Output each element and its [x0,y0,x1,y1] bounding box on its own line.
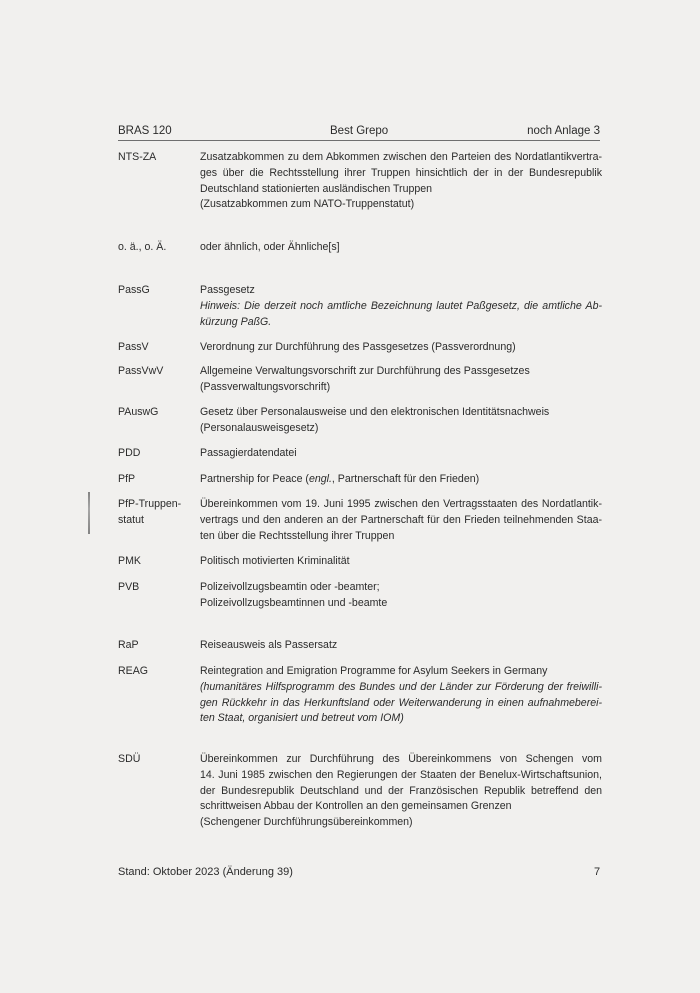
abbreviation: PfP [118,473,136,485]
definition-line: (Personalausweisgesetz) [200,421,319,434]
abbreviation [118,497,196,529]
hint-line: kürzung PaßG. [200,315,272,328]
definition-line: Passagierdatendatei [200,447,297,459]
abbreviation: PassVwV [118,365,164,377]
definition-line: 14. Juni 1985 zwischen den Regierungen der Staaten der Benelux-Wirtschaftsunion, [200,768,602,781]
glossary-entry-pfp [118,472,602,488]
definition [200,283,602,330]
definition-line: Polizeivollzugsbeamtin oder -beamter; [200,581,380,593]
glossary-entry-passvwv [118,364,602,396]
glossary-entry-pvb [118,580,602,612]
glossary-entry-reag [118,664,602,728]
definition [200,554,602,570]
definition-line: vertrags und den anderen an der Partnerschaft für den Frieden teilnehmenden Staa- [200,513,602,526]
definition-line: (Zusatzabkommen zum NATO-Truppenstatut) [200,198,415,211]
definition-line [200,472,602,488]
abbreviation: PVB [118,581,140,593]
abbreviation: PassG [118,284,150,296]
hint-line: (humanitäres Hilfsprogramm des Bundes und der Länder zur Förderung der freiwilli- [200,680,602,693]
page-header [118,124,600,141]
definition-line: (Schengener Durchführungsübereinkommen) [200,816,413,829]
definition-line: Passgesetz [200,284,255,296]
definition [200,638,602,654]
abbreviation-line: statut [118,513,144,526]
definition-line: Zusatzabkommen zu dem Abkommen zwischen den Parteien des Nordatlantikvertra- [200,151,602,163]
abbreviation: PMK [118,555,141,567]
glossary-entry-pauswg [118,405,602,437]
abbreviation: REAG [118,665,149,677]
glossary-entry-passg [118,283,602,331]
glossary-entry-sdue [118,752,602,832]
definition-line: Verordnung zur Durchführung des Passgesetzes (Passverordnung) [200,341,516,353]
abbreviation: RaP [118,639,139,651]
glossary-entry-pmk [118,554,602,570]
definition-text: , Partnerschaft für den Frieden) [331,473,480,485]
hint-line: ten Staat, organisiert und betreut vom IOM) [200,712,404,725]
glossary-entry-o-ae [118,240,602,256]
abbreviation: PassV [118,341,149,353]
definition-text: Partnership for Peace ( [200,473,309,485]
definition [200,446,602,462]
glossary-entry-pfp-truppenstatut [118,497,602,545]
header-annex: noch Anlage 3 [527,125,600,137]
header-title: Best Grepo [330,125,389,137]
definition-line: oder ähnlich, oder Ähnliche[s] [200,241,340,253]
hint-line: Hinweis: Die derzeit noch amtliche Bezeichnung lautet Paßgesetz, die amtliche Ab- [200,299,602,312]
glossary-entry-rap [118,638,602,654]
definition-line: schrittweisen Abbau der Kontrollen an den gemeinsamen Grenzen [200,800,512,813]
definition-line: Polizeivollzugsbeamtinnen und -beamte [200,596,388,609]
glossary-entry-pdd [118,446,602,462]
definition [200,364,602,396]
scan-margin-mark [88,492,90,534]
definition-line: Allgemeine Verwaltungsvorschrift zur Durchführung des Passgesetzes [200,365,530,377]
definition [200,752,602,831]
definition-line: Gesetz über Personalausweise und den elektronischen Identitätsnachweis [200,406,550,418]
definition-text-italic: engl. [308,473,332,485]
hint-line: gen Rückkehr in das Herkunftsland oder Weiterwanderung in einen aufnahmeberei- [200,696,602,709]
definition-line: Reintegration and Emigration Programme for Asylum Seekers in Germany [200,665,548,677]
glossary-entry-nts-za [118,150,602,214]
definition-line: ges über die Rechtsstellung ihrer Truppen hinsichtlich der in der Bundesrepublik [200,166,602,179]
definition [200,580,602,612]
abbreviation: NTS-ZA [118,151,157,163]
definition-line: Übereinkommen zur Durchführung des Übereinkommens von Schengen vom [200,753,602,765]
definition-line: Deutschland stationierten ausländischen Truppen [200,182,433,195]
page-number: 7 [594,866,601,878]
abbreviation: PDD [118,447,141,459]
definition-line: Reiseausweis als Passersatz [200,639,338,651]
definition-line: der Bundesrepublik Deutschland und der Französischen Republik betreffend den [200,784,602,797]
abbreviation: SDÜ [118,753,141,765]
definition-line: ten über die Rechtsstellung ihrer Truppen [200,529,395,542]
footer-status: Stand: Oktober 2023 (Änderung 39) [118,866,293,878]
definition-line: (Passverwaltungsvorschrift) [200,380,331,393]
definition [200,240,602,256]
abbreviation: PAuswG [118,406,159,418]
glossary-entry-passv [118,340,602,356]
abbreviation-line: PfP-Truppen- [118,498,182,510]
definition-line: Politisch motivierten Kriminalität [200,555,350,567]
definition [200,497,602,544]
definition [200,472,602,488]
definition [200,340,602,356]
definition-line: Übereinkommen vom 19. Juni 1995 zwischen den Vertragsstaaten des Nordatlantik- [200,498,602,510]
definition [200,664,602,727]
definition [200,150,602,213]
abbreviation: o. ä., o. Ä. [118,241,167,253]
definition [200,405,602,437]
header-document-id: BRAS 120 [118,125,172,137]
